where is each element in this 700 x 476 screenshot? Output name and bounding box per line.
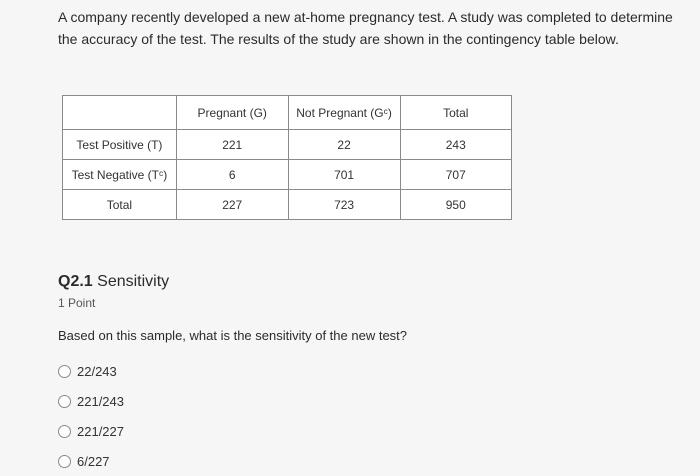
table-row-label: Test Positive (T) (63, 130, 177, 160)
answer-option-label: 221/243 (77, 393, 124, 409)
table-header-cell (63, 96, 177, 130)
answer-option-label: 22/243 (77, 363, 117, 379)
table-cell: 701 (288, 160, 400, 190)
question-points: 1 Point (58, 296, 96, 310)
contingency-table (62, 95, 512, 220)
table-row-label: Total (63, 190, 177, 220)
table-row (63, 190, 512, 220)
table-cell: 707 (400, 160, 511, 190)
question-intro: A company recently developed a new at-home pregnancy test. A study was completed to determine the accuracy of the test. The results of the study are shown in the contingency table below. (58, 9, 673, 47)
answer-options (58, 356, 124, 476)
table-header-cell: Total (400, 96, 511, 130)
answer-option-label: 6/227 (77, 453, 110, 469)
table-cell: 950 (400, 190, 511, 220)
table-cell: 221 (176, 130, 288, 160)
table-row (63, 130, 512, 160)
question-prompt: Based on this sample, what is the sensitivity of the new test? (58, 328, 408, 343)
table-cell: 723 (288, 190, 400, 220)
table-header-cell: Not Pregnant (Gᶜ) (288, 96, 400, 130)
radio-button[interactable] (58, 395, 71, 408)
answer-option[interactable] (58, 446, 124, 476)
answer-option[interactable] (58, 386, 124, 416)
question-number: Q2.1 (58, 273, 93, 290)
question-title (58, 271, 169, 293)
answer-option[interactable] (58, 416, 124, 446)
table-cell: 22 (288, 130, 400, 160)
question-title-text: Sensitivity (97, 273, 170, 290)
question-header (58, 271, 169, 311)
answer-option[interactable] (58, 356, 124, 386)
contingency-table-container (62, 95, 512, 219)
table-header-cell: Pregnant (G) (176, 96, 288, 130)
table-header-row (63, 96, 512, 130)
table-row-label: Test Negative (Tᶜ) (63, 160, 177, 190)
table-cell: 243 (400, 130, 511, 160)
table-cell: 6 (176, 160, 288, 190)
table-row (63, 160, 512, 190)
table-cell: 227 (176, 190, 288, 220)
answer-option-label: 221/227 (77, 423, 124, 439)
radio-button[interactable] (58, 365, 71, 378)
radio-button[interactable] (58, 455, 71, 468)
radio-button[interactable] (58, 425, 71, 438)
